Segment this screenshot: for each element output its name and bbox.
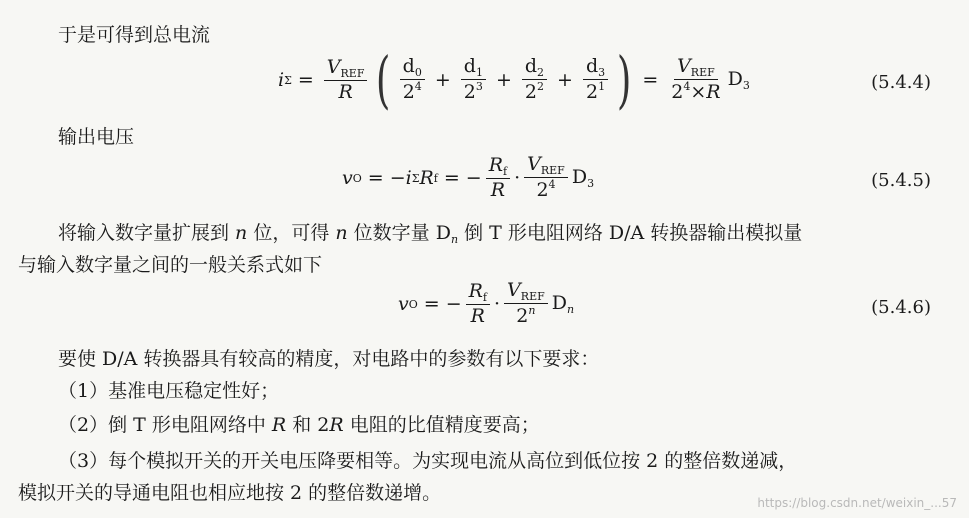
line-total-current: 于是可得到总电流 [58, 24, 211, 46]
list-item-3: （3）每个模拟开关的开关电压降要相等。为实现电流从高位到低位按 2 的整倍数递减， [58, 450, 798, 472]
line-precision-requirements: 要使 D/A 转换器具有较高的精度，对电路中的参数有以下要求： [58, 348, 600, 370]
list-item-3-continued: 模拟开关的导通电阻也相应地按 2 的整倍数递增。 [18, 482, 442, 504]
list-item-1: （1）基准电压稳定性好； [58, 380, 280, 402]
equation-number-5-4-6: (5.4.6) [871, 297, 931, 318]
list-item-2: （2）倒 T 形电阻网络中 R 和 2R 电阻的比值精度要高； [58, 414, 540, 436]
equation-number-5-4-5: (5.4.5) [871, 170, 931, 191]
equation-number-5-4-4: (5.4.4) [871, 72, 931, 93]
watermark: https://blog.csdn.net/weixin_...57 [757, 496, 957, 510]
equation-5-4-5: v O = −i Σ R f = − $\frac{R_f}{R}$ · $\frac{V_{REF}}{2^4}$ $D_3$ [342, 153, 595, 202]
equation-5-4-4: i Σ = $\frac{V_{REF}}{R}$ ( $\frac{d_0}{2^4}$ + $\frac{d_1}{2^3}$ + $\frac{d_2}{2^2}$ + $\frac{d_3}{2^1}$ ) = $\frac{V_{REF}}{2^4\times R}$ $D_3$ [278, 43, 750, 116]
line-general-relation: 与输入数字量之间的一般关系式如下 [18, 254, 323, 276]
line-output-voltage: 输出电压 [58, 126, 135, 148]
equation-5-4-6: v O = − $\frac{R_f}{R}$ · $\frac{V_{REF}}{2^n}$ $D_n$ [398, 279, 575, 328]
line-extend-n-bits: 将输入数字量扩展到 n 位，可得 n 位数字量 $D_n$ 倒 T 形电阻网络 D/A 转换器输出模拟量 [58, 222, 803, 246]
